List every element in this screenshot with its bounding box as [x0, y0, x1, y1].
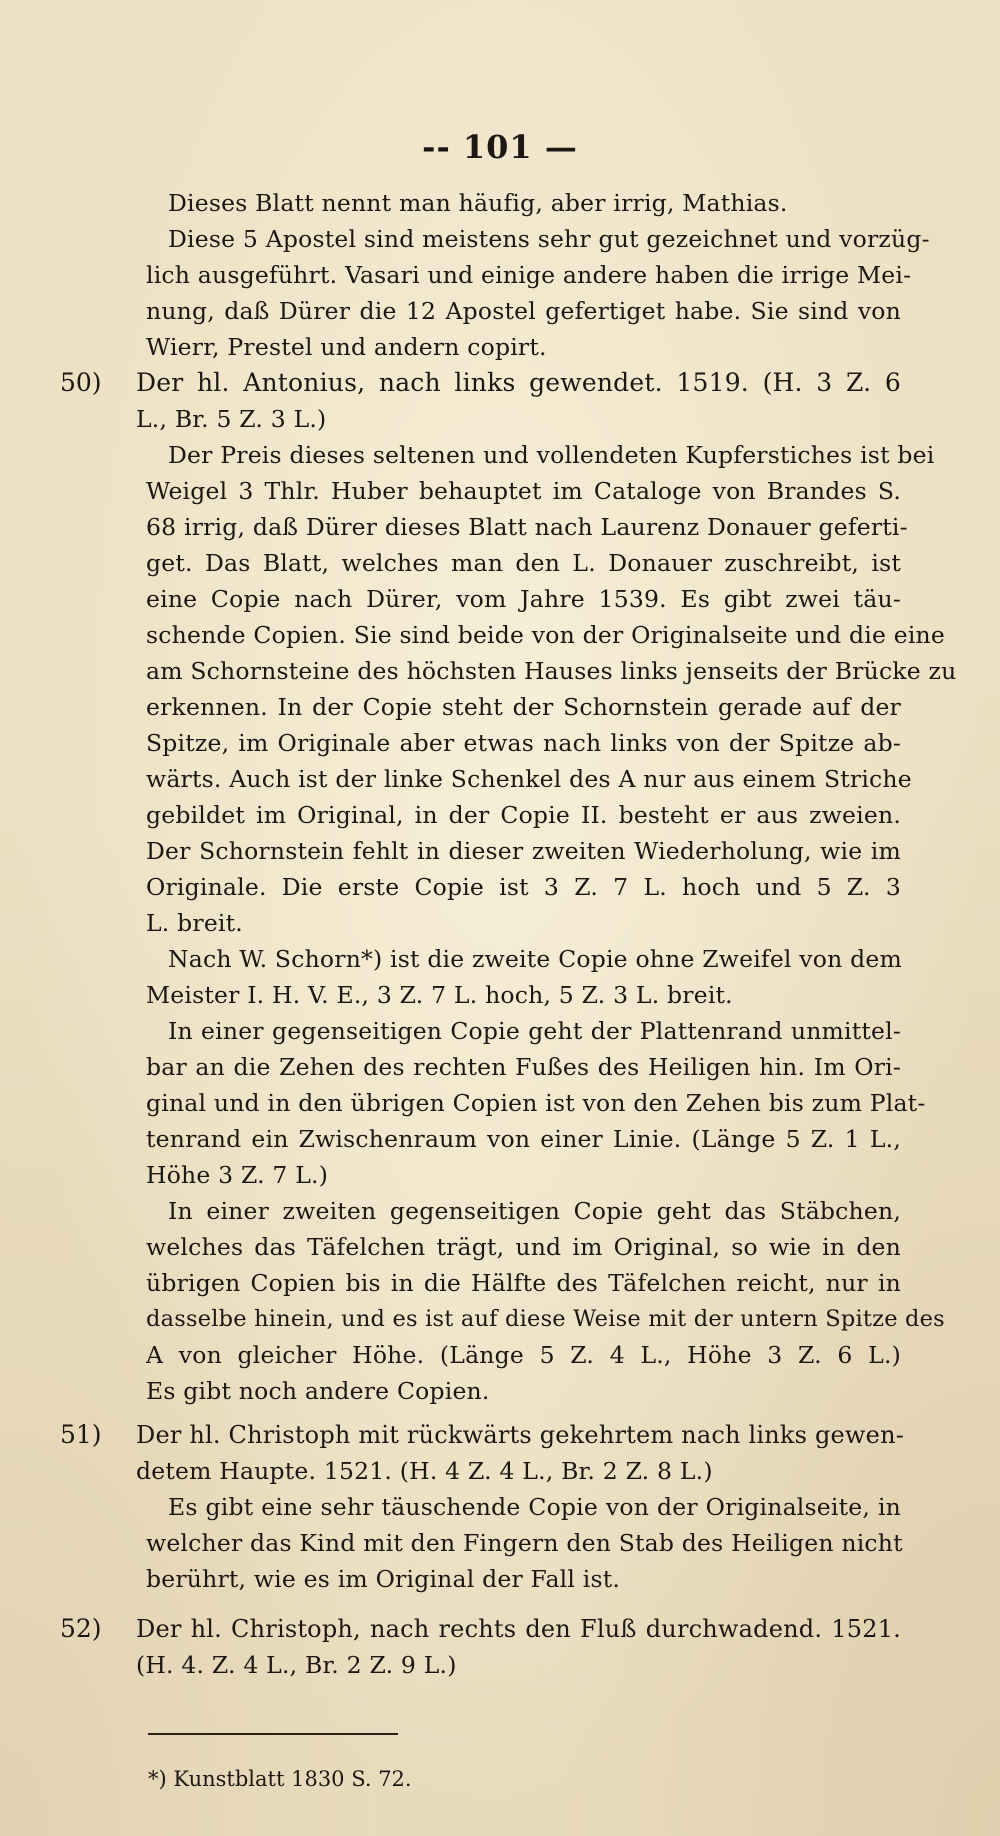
text-line: In einer zweiten gegenseitigen Copie geht das Stäbchen,: [168, 1197, 901, 1225]
text-line: Dieses Blatt nennt man häufig, aber irrig, Mathias.: [168, 189, 788, 217]
text-line: Originale. Die erste Copie ist 3 Z. 7 L. hoch und 5 Z. 3: [146, 873, 901, 901]
text-line: A von gleicher Höhe. (Länge 5 Z. 4 L., Höhe 3 Z. 6 L.): [146, 1341, 901, 1369]
text-line: get. Das Blatt, welches man den L. Donauer zuschreibt, ist: [146, 549, 901, 577]
text-line: welches das Täfelchen trägt, und im Original, so wie in den: [146, 1233, 901, 1261]
text-line: In einer gegenseitigen Copie geht der Plattenrand unmittel-: [168, 1017, 901, 1045]
text-line: Es gibt eine sehr täuschende Copie von der Originalseite, in: [168, 1493, 901, 1521]
text-line: Weigel 3 Thlr. Huber behauptet im Cataloge von Brandes S.: [146, 477, 901, 505]
text-line: erkennen. In der Copie steht der Schornstein gerade auf der: [146, 693, 901, 721]
entry-title: Der hl. Antonius, nach links gewendet. 1519. (H. 3 Z. 6: [136, 368, 901, 397]
text-line: Der Preis dieses seltenen und vollendeten Kupferstiches ist bei: [168, 441, 935, 469]
text-line: Meister I. H. V. E., 3 Z. 7 L. hoch, 5 Z. 3 L. breit.: [146, 981, 733, 1009]
entry-title: Der hl. Christoph, nach rechts den Fluß durchwadend. 1521.: [136, 1615, 901, 1643]
text-line: gebildet im Original, in der Copie II. besteht er aus zweien.: [146, 801, 901, 829]
text-line: tenrand ein Zwischenraum von einer Linie. (Länge 5 Z. 1 L.,: [146, 1125, 901, 1153]
entry-title: (H. 4. Z. 4 L., Br. 2 Z. 9 L.): [136, 1651, 457, 1679]
text-line: ginal und in den übrigen Copien ist von den Zehen bis zum Plat-: [146, 1089, 926, 1117]
text-line: Höhe 3 Z. 7 L.): [146, 1161, 329, 1189]
text-line: nung, daß Dürer die 12 Apostel gefertiget habe. Sie sind von: [146, 297, 901, 325]
footnote-rule: [148, 1733, 398, 1735]
text-line: schende Copien. Sie sind beide von der Originalseite und die eine: [146, 621, 945, 649]
text-line: Wierr, Prestel und andern copirt.: [146, 333, 547, 361]
text-line: am Schornsteine des höchsten Hauses links jenseits der Brücke zu: [146, 657, 957, 685]
entry-number: 52): [60, 1614, 102, 1643]
text-line: Diese 5 Apostel sind meistens sehr gut gezeichnet und vorzüg-: [168, 225, 930, 253]
text-line: wärts. Auch ist der linke Schenkel des A nur aus einem Striche: [146, 765, 912, 793]
text-line: eine Copie nach Dürer, vom Jahre 1539. Es gibt zwei täu-: [146, 585, 901, 613]
text-line: welcher das Kind mit den Fingern den Stab des Heiligen nicht: [146, 1529, 903, 1557]
entry-title: L., Br. 5 Z. 3 L.): [136, 405, 327, 433]
page-number: -- 101 —: [422, 128, 578, 166]
text-line: Der Schornstein fehlt in dieser zweiten Wiederholung, wie im: [146, 837, 901, 865]
text-line: Es gibt noch andere Copien.: [146, 1377, 490, 1405]
entry-number: 51): [60, 1420, 102, 1449]
text-line: übrigen Copien bis in die Hälfte des Täfelchen reicht, nur in: [146, 1269, 901, 1297]
text-line: 68 irrig, daß Dürer dieses Blatt nach Laurenz Donauer geferti-: [146, 513, 908, 541]
text-line: dasselbe hinein, und es ist auf diese Weise mit der untern Spitze des: [146, 1306, 945, 1332]
text-line: lich ausgeführt. Vasari und einige andere haben die irrige Mei-: [146, 261, 912, 289]
footnote: *) Kunstblatt 1830 S. 72.: [148, 1767, 412, 1791]
text-line: bar an die Zehen des rechten Fußes des Heiligen hin. Im Ori-: [146, 1053, 901, 1081]
text-line: Spitze, im Originale aber etwas nach links von der Spitze ab-: [146, 729, 901, 757]
text-line: L. breit.: [146, 909, 243, 937]
entry-title: detem Haupte. 1521. (H. 4 Z. 4 L., Br. 2 Z. 8 L.): [136, 1457, 713, 1485]
text-line: berührt, wie es im Original der Fall ist.: [146, 1565, 621, 1593]
entry-number: 50): [60, 368, 102, 397]
text-line: Nach W. Schorn*) ist die zweite Copie ohne Zweifel von dem: [168, 945, 902, 973]
entry-title: Der hl. Christoph mit rückwärts gekehrtem nach links gewen-: [136, 1421, 905, 1449]
